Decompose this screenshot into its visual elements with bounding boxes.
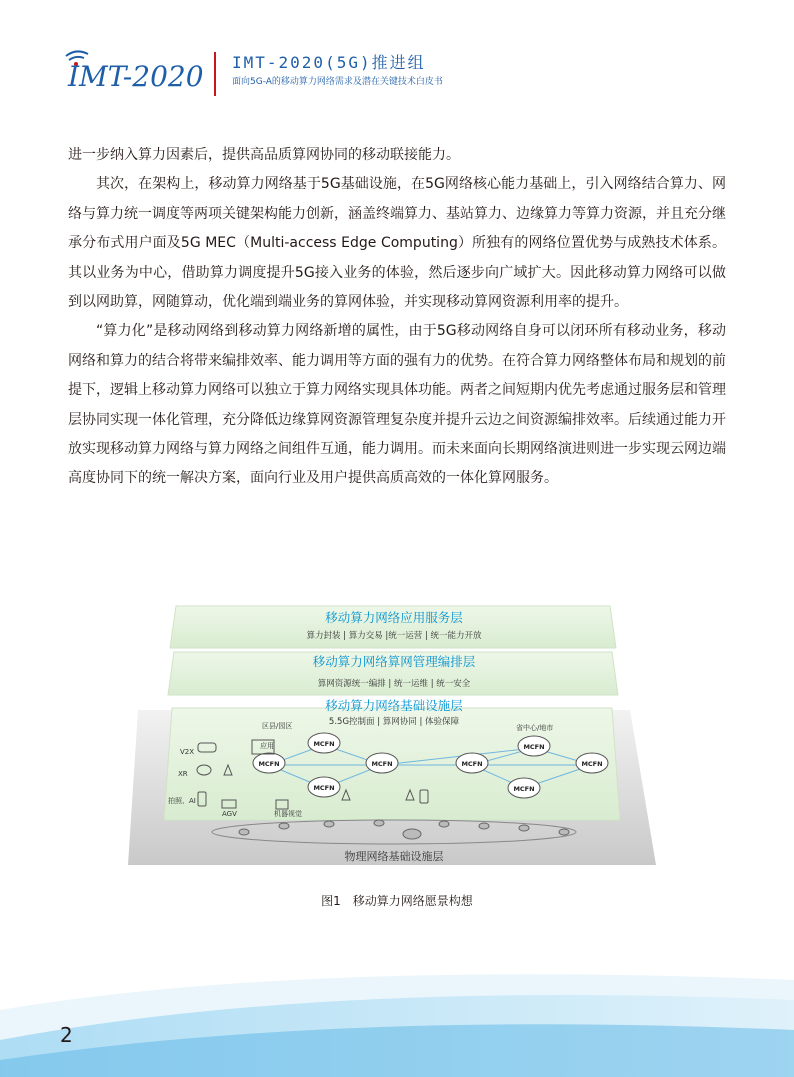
svg-text:MCFN: MCFN [523, 743, 545, 751]
svg-text:MCFN: MCFN [513, 785, 535, 793]
mcfn-node [308, 733, 340, 753]
architecture-figure [124, 600, 664, 875]
layer3-title: 移动算力网络基础设施层 [325, 698, 463, 713]
svg-text:MCFN: MCFN [461, 760, 483, 768]
label-v2x: V2X [180, 748, 195, 756]
layer4-title: 物理网络基础设施层 [344, 850, 444, 863]
page-header [0, 0, 794, 110]
mcfn-node [456, 753, 488, 773]
layer2-sub: 算网资源统一编排 | 统一运维 | 统一安全 [317, 679, 471, 689]
paragraph: 进一步纳入算力因素后，提供高品质算网协同的移动联接能力。 [68, 147, 460, 163]
label-robot-vision: 机器视觉 [274, 810, 302, 818]
svg-text:MCFN: MCFN [258, 760, 280, 768]
svg-text:MCFN: MCFN [313, 784, 335, 792]
svg-text:MCFN: MCFN [581, 760, 603, 768]
paragraph: 其次，在架构上，移动算力网络基于5G基础设施，在5G网络核心能力基础上，引入网络结合算力、网络与算力统一调度等两项关键架构能力创新，涵盖终端算力、基站算力、边缘算力等算力资源，并且充分继承分布式用户面及5G MEC（Multi-access Edge Computing）所独有的网络位置优势与成熟技术体系。其以业务为中心，借助算力调度提升5G接入业务的体验，然后逐步向广域扩大。因此移动算力网络可以做到以网助算，网随算动，优化端到端业务的算网体验，并实现移动算网资源利用率的提升。 [68, 176, 726, 311]
label-xr: XR [178, 770, 188, 778]
svg-text:MCFN: MCFN [371, 760, 393, 768]
figure-caption: 图1 移动算力网络愿景构想 [321, 894, 473, 908]
label-region: 区县/园区 [262, 722, 293, 730]
layer1-title: 移动算力网络应用服务层 [325, 610, 463, 625]
mcfn-node [253, 753, 285, 773]
label-app: 应用 [260, 742, 274, 750]
mcfn-node [366, 753, 398, 773]
header-title: IMT-2020(5G)推进组 [232, 53, 426, 72]
label-province: 省中心/地市 [516, 724, 554, 732]
mcfn-node [518, 736, 550, 756]
svg-text:IMT-2020: IMT-2020 [68, 60, 204, 93]
mcfn-node [508, 778, 540, 798]
layer1-sub: 算力封装 | 算力交易 |统一运营 | 统一能力开放 [306, 631, 482, 641]
imt2020-logo [60, 46, 210, 94]
mcfn-node [576, 753, 608, 773]
paragraph: “算力化”是移动网络到移动算力网络新增的属性，由于5G移动网络自身可以闭环所有移动业务，移动网络和算力的结合将带来编排效率、能力调用等方面的强有力的优势。在符合算力网络整体布局和规划的前提下，逻辑上移动算力网络可以独立于算力网络实现具体功能。两者之间短期内优先考虑通过服务层和管理层协同实现一体化管理，充分降低边缘算网资源管理复杂度并提升云边之间资源编排效率。后续通过能力开放实现移动算力网络与算力网络之间组件互通，能力调用。而未来面向长期网络演进则进一步实现云网边端高度协同下的统一解决方案，面向行业及用户提供高质高效的一体化算网服务。 [68, 323, 726, 487]
footer-wave-decoration [0, 950, 794, 1077]
layer3-sub: 5.5G控制面 | 算网协同 | 体验保障 [328, 717, 460, 727]
layer2-title: 移动算力网络算网管理编排层 [312, 654, 476, 669]
page-number: 2 [60, 1023, 73, 1047]
header-subtitle: 面向5G-A的移动算力网络需求及潜在关键技术白皮书 [232, 77, 443, 87]
label-agv: AGV [222, 810, 237, 818]
mcfn-node [308, 777, 340, 797]
header-divider [214, 52, 216, 96]
label-phone-ai: 拍照、AI [168, 797, 196, 805]
svg-text:MCFN: MCFN [313, 740, 335, 748]
body-text [68, 141, 726, 494]
